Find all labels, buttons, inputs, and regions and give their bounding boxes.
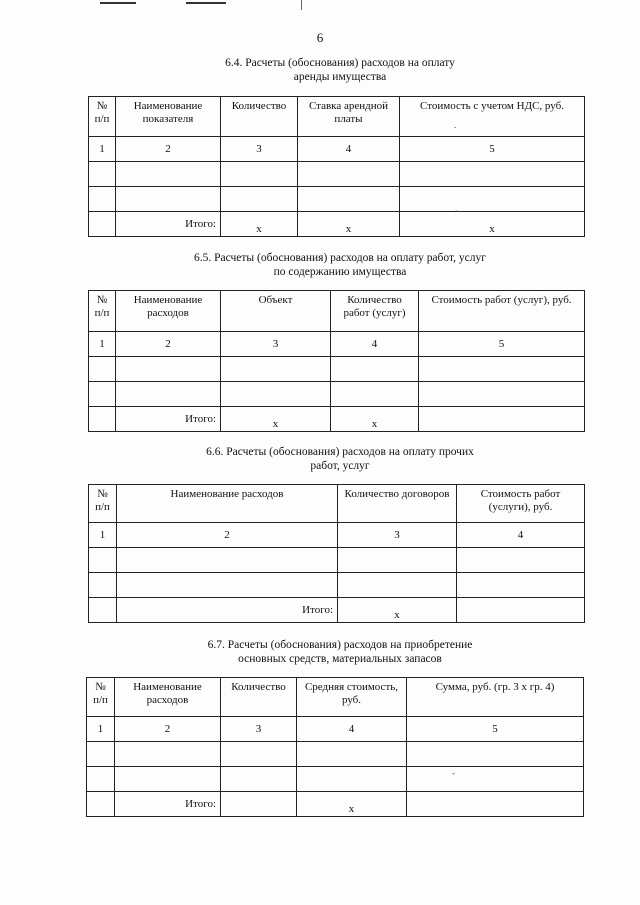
table-6-6 — [88, 484, 585, 623]
total-label: Итого: — [115, 792, 221, 817]
empty-cell — [89, 187, 116, 212]
empty-cell — [117, 573, 338, 598]
empty-cell — [400, 187, 585, 212]
header-row — [89, 485, 585, 523]
empty-cell — [297, 767, 407, 792]
total-label: Итого: — [116, 212, 221, 237]
scan-speck: . — [454, 120, 457, 130]
empty-cell — [87, 767, 115, 792]
empty-cell — [419, 357, 585, 382]
empty-cell — [115, 742, 221, 767]
total-value: x — [297, 792, 407, 817]
table-row — [89, 548, 585, 573]
total-row — [87, 792, 584, 817]
empty-cell — [221, 187, 298, 212]
table-6-4 — [88, 96, 585, 237]
empty-cell — [331, 382, 419, 407]
total-row — [89, 212, 585, 237]
empty-cell — [298, 187, 400, 212]
total-value: x — [221, 212, 298, 237]
header-cell: № п/п — [87, 678, 115, 717]
title-line: работ, услуг — [310, 460, 370, 472]
table-6-5 — [88, 290, 585, 432]
empty-cell — [89, 407, 116, 432]
empty-cell — [221, 162, 298, 187]
empty-cell — [457, 573, 585, 598]
column-number: 4 — [331, 332, 419, 357]
header-cell: № п/п — [89, 291, 116, 332]
empty-cell — [89, 212, 116, 237]
column-number: 5 — [419, 332, 585, 357]
empty-cell — [89, 357, 116, 382]
table-6-7 — [86, 677, 584, 817]
empty-cell — [89, 548, 117, 573]
empty-cell — [221, 742, 297, 767]
empty-cell — [116, 162, 221, 187]
empty-cell — [407, 792, 584, 817]
section-6-6-title — [0, 445, 640, 473]
empty-cell — [298, 162, 400, 187]
column-number: 1 — [89, 523, 117, 548]
empty-cell — [116, 382, 221, 407]
section-6-4-title — [0, 56, 640, 84]
column-number: 3 — [221, 137, 298, 162]
scan-speck: - — [452, 768, 455, 778]
empty-cell — [419, 407, 585, 432]
column-number: 1 — [87, 717, 115, 742]
table-row — [87, 742, 584, 767]
empty-cell — [221, 767, 297, 792]
title-line: 6.6. Расчеты (обоснования) расходов на оплату прочих — [206, 446, 474, 458]
empty-cell — [116, 187, 221, 212]
column-number: 2 — [117, 523, 338, 548]
header-cell: Объект — [221, 291, 331, 332]
header-cell: Стоимость с учетом НДС, руб. — [400, 97, 585, 137]
column-number: 1 — [89, 137, 116, 162]
table-row — [89, 382, 585, 407]
column-number: 5 — [400, 137, 585, 162]
empty-cell — [221, 382, 331, 407]
title-line: по содержанию имущества — [273, 266, 407, 278]
column-number: 4 — [298, 137, 400, 162]
column-number: 3 — [221, 332, 331, 357]
table-row — [87, 767, 584, 792]
scan-speck: ` — [455, 209, 458, 219]
empty-cell — [331, 357, 419, 382]
page-number: 6 — [316, 30, 324, 45]
header-cell: № п/п — [89, 485, 117, 523]
title-line: 6.5. Расчеты (обоснования) расходов на оплату работ, услуг — [194, 252, 486, 264]
title-line: основных средств, материальных запасов — [238, 653, 442, 665]
total-label: Итого: — [117, 598, 338, 623]
table-row — [89, 573, 585, 598]
table-row — [89, 187, 585, 212]
column-number: 2 — [115, 717, 221, 742]
column-number: 3 — [338, 523, 457, 548]
empty-cell — [89, 598, 117, 623]
empty-cell — [400, 162, 585, 187]
empty-cell — [407, 742, 584, 767]
title-line: 6.4. Расчеты (обоснования) расходов на оплату — [225, 57, 455, 69]
header-cell: Наименование расходов — [115, 678, 221, 717]
header-cell: Количество договоров — [338, 485, 457, 523]
header-cell: Количество — [221, 678, 297, 717]
column-number: 4 — [457, 523, 585, 548]
empty-cell — [87, 792, 115, 817]
table-row — [89, 162, 585, 187]
header-row — [89, 97, 585, 137]
table-row — [89, 357, 585, 382]
empty-cell — [117, 548, 338, 573]
header-cell: Количество — [221, 97, 298, 137]
empty-cell — [407, 767, 584, 792]
header-row — [89, 291, 585, 332]
column-number: 5 — [407, 717, 584, 742]
header-cell: Количество работ (услуг) — [331, 291, 419, 332]
section-6-5-title — [0, 251, 640, 279]
header-row — [87, 678, 584, 717]
empty-cell — [87, 742, 115, 767]
total-value: x — [400, 212, 585, 237]
empty-cell — [221, 792, 297, 817]
column-number: 1 — [89, 332, 116, 357]
header-cell: Наименование расходов — [117, 485, 338, 523]
header-cell: Ставка арендной платы — [298, 97, 400, 137]
header-cell: Наименование показателя — [116, 97, 221, 137]
empty-cell — [419, 382, 585, 407]
total-value: x — [338, 598, 457, 623]
total-label: Итого: — [116, 407, 221, 432]
column-number-row — [89, 523, 585, 548]
header-cell: Наименование расходов — [116, 291, 221, 332]
header-cell: Стоимость работ (услуг), руб. — [419, 291, 585, 332]
empty-cell — [221, 357, 331, 382]
column-number: 4 — [297, 717, 407, 742]
empty-cell — [89, 573, 117, 598]
scan-artifact — [186, 2, 226, 4]
title-line: 6.7. Расчеты (обоснования) расходов на приобретение — [207, 639, 473, 651]
empty-cell — [338, 548, 457, 573]
total-value: x — [331, 407, 419, 432]
column-number: 2 — [116, 137, 221, 162]
column-number-row — [89, 137, 585, 162]
total-value: x — [298, 212, 400, 237]
header-cell: Стоимость работ (услуги), руб. — [457, 485, 585, 523]
empty-cell — [457, 598, 585, 623]
column-number: 3 — [221, 717, 297, 742]
header-cell: Сумма, руб. (гр. 3 х гр. 4) — [407, 678, 584, 717]
section-6-7-title — [0, 638, 640, 666]
total-row — [89, 407, 585, 432]
column-number-row — [89, 332, 585, 357]
header-cell: № п/п — [89, 97, 116, 137]
column-number: 2 — [116, 332, 221, 357]
empty-cell — [338, 573, 457, 598]
empty-cell — [116, 357, 221, 382]
header-cell: Средняя стоимость, руб. — [297, 678, 407, 717]
empty-cell — [89, 382, 116, 407]
total-value: x — [221, 407, 331, 432]
scan-artifact — [301, 0, 302, 10]
empty-cell — [457, 548, 585, 573]
total-row — [89, 598, 585, 623]
title-line: аренды имущества — [293, 71, 387, 83]
empty-cell — [297, 742, 407, 767]
column-number-row — [87, 717, 584, 742]
empty-cell — [115, 767, 221, 792]
scan-artifact — [100, 2, 136, 4]
empty-cell — [89, 162, 116, 187]
